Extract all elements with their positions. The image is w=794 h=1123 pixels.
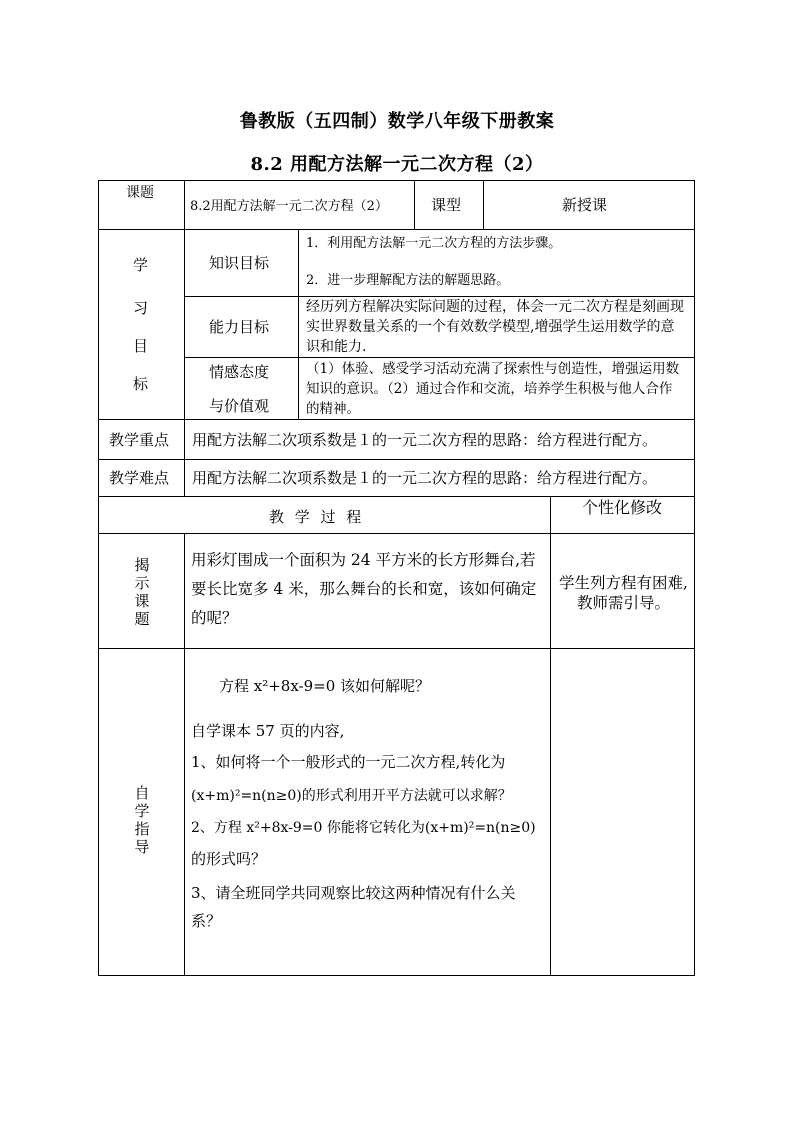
ability-line: 实世界数量关系的一个有效数学模型,增强学生运用数学的意 bbox=[306, 319, 675, 335]
ability-text bbox=[306, 297, 684, 357]
self-study-line: 1、如何将一个一般形式的一元二次方程,转化为 bbox=[191, 753, 506, 771]
reveal-note-line: 学生列方程有困难, bbox=[559, 574, 688, 592]
reveal-note-line: 教师需引导。 bbox=[576, 594, 670, 612]
type-value-cell bbox=[483, 180, 695, 230]
emotion-label: 与价值观 bbox=[209, 397, 270, 415]
key-value-cell bbox=[184, 419, 695, 460]
self-study-label: 自 学 指 导 bbox=[134, 784, 150, 856]
knowledge-item: 2．进一步理解配方法的解题思路。 bbox=[306, 273, 510, 288]
knowledge-label: 知识目标 bbox=[209, 254, 270, 272]
ability-content-cell bbox=[298, 296, 695, 358]
reveal-label-cell bbox=[98, 533, 185, 649]
emotion-line: 的精神。 bbox=[306, 401, 360, 417]
emotion-text bbox=[306, 359, 679, 419]
topic-value: 8.2用配方法解一元二次方程（2） bbox=[190, 199, 388, 214]
emotion-label: 情感态度 bbox=[209, 363, 270, 381]
type-label: 课型 bbox=[431, 196, 462, 214]
reveal-note-cell bbox=[550, 533, 695, 649]
key-label-cell bbox=[98, 419, 185, 460]
knowledge-content-cell bbox=[298, 229, 695, 297]
goals-label-char: 习 bbox=[133, 299, 149, 317]
reveal-line: 要长比宽多 4 米，那么舞台的长和宽，该如何确定 bbox=[191, 580, 537, 598]
self-study-line: 系？ bbox=[191, 912, 222, 930]
emotion-content-cell bbox=[298, 357, 695, 420]
type-label-cell bbox=[414, 180, 484, 230]
difficulty-value-cell bbox=[184, 459, 695, 497]
topic-label: 课题 bbox=[126, 185, 154, 201]
self-study-line: 自学课本 57 页的内容, bbox=[191, 722, 345, 740]
process-header-cell bbox=[98, 496, 551, 534]
goals-label-char: 目 bbox=[133, 337, 149, 355]
personal-header-cell bbox=[550, 496, 695, 534]
type-value: 新授课 bbox=[562, 196, 608, 214]
key-label: 教学重点 bbox=[109, 431, 170, 449]
process-label: 教 学 过 程 bbox=[269, 508, 365, 526]
reveal-content-cell bbox=[184, 533, 551, 649]
ability-label-cell bbox=[184, 296, 299, 358]
ability-label: 能力目标 bbox=[209, 318, 270, 336]
reveal-label: 揭 示 课 题 bbox=[134, 556, 150, 628]
topic-value-cell bbox=[184, 180, 415, 230]
reveal-note bbox=[551, 573, 696, 613]
goals-label-char: 标 bbox=[133, 375, 149, 393]
self-study-line: 的形式吗？ bbox=[191, 850, 267, 868]
self-study-line: 方程 x²+8x-9=0 该如何解呢？ bbox=[219, 677, 431, 695]
reveal-line: 的呢？ bbox=[191, 609, 238, 627]
reveal-text bbox=[191, 546, 536, 633]
goals-label-char: 学 bbox=[133, 256, 149, 274]
knowledge-label-cell bbox=[184, 229, 299, 297]
emotion-line: （1）体验、感受学习活动充满了探索性与创造性，增强运用数 bbox=[306, 361, 680, 377]
knowledge-item: 1．利用配方法解一元二次方程的方法步骤。 bbox=[306, 236, 562, 251]
difficulty-value: 用配方法解二次项系数是１的一元二次方程的思路：给方程进行配方。 bbox=[192, 469, 658, 487]
emotion-label-cell bbox=[184, 357, 299, 420]
goals-label-cell bbox=[98, 229, 185, 420]
self-study-line: 2、方程 x²+8x-9=0 你能将它转化为(x+m)²=n(n≥0) bbox=[191, 820, 536, 836]
ability-line: 识和能力. bbox=[306, 339, 367, 355]
self-study-line: 3、请全班同学共同观察比较这两种情况有什么关 bbox=[191, 884, 516, 902]
self-study-content-cell bbox=[184, 648, 551, 976]
ability-line: 经历列方程解决实际问题的过程，体会一元二次方程是刻画现 bbox=[306, 299, 684, 315]
document-title: 鲁教版（五四制）数学八年级下册教案 bbox=[239, 111, 555, 132]
difficulty-label-cell bbox=[98, 459, 185, 497]
personal-label: 个性化修改 bbox=[582, 498, 663, 517]
self-study-label-cell bbox=[98, 648, 185, 976]
reveal-line: 用彩灯围成一个面积为 24 平方米的长方形舞台,若 bbox=[191, 551, 536, 569]
lesson-title: 8.2 用配方法解一元二次方程（2） bbox=[250, 154, 544, 175]
self-study-note-cell bbox=[550, 648, 695, 976]
difficulty-label: 教学难点 bbox=[109, 469, 170, 487]
emotion-line: 知识的意识。（2）通过合作和交流，培养学生积极与他人合作 bbox=[306, 381, 673, 397]
self-study-line: (x+m)²=n(n≥0)的形式利用开平方法就可以求解？ bbox=[191, 788, 512, 804]
key-value: 用配方法解二次项系数是１的一元二次方程的思路：给方程进行配方。 bbox=[192, 431, 658, 449]
topic-label-cell bbox=[98, 180, 185, 230]
